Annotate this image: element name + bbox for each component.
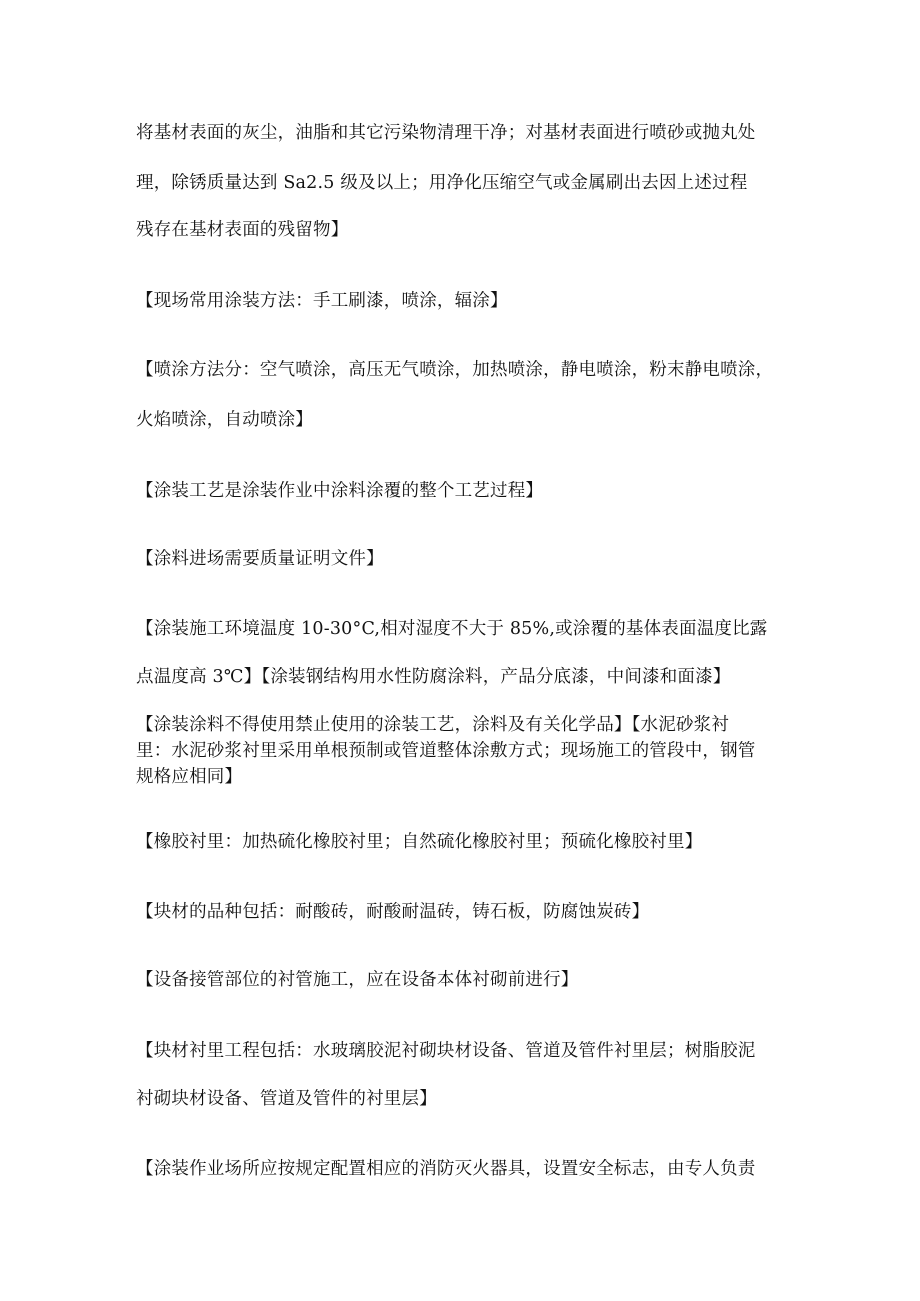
text-line-15: 【块材的品种包括：耐酸砖，耐酸耐温砖，铸石板，防腐蚀炭砖】 bbox=[136, 902, 650, 922]
text-line-19: 【涂装作业场所应按规定配置相应的消防灭火器具，设置安全标志，由专人负责 bbox=[136, 1159, 756, 1179]
text-line-12: 里：水泥砂浆衬里采用单根预制或管道整体涂敷方式；现场施工的管段中，钢管 bbox=[136, 741, 756, 761]
text-line-10: 点温度高 3℃】【涂装钢结构用水性防腐涂料，产品分底漆，中间漆和面漆】 bbox=[136, 667, 731, 687]
text-line-3: 残存在基材表面的残留物】 bbox=[136, 220, 349, 240]
text-line-18: 衬砌块材设备、管道及管件的衬里层】 bbox=[136, 1089, 437, 1109]
text-line-11: 【涂装涂料不得使用禁止使用的涂装工艺，涂料及有关化学品】【水泥砂浆衬 bbox=[136, 715, 730, 735]
text-line-16: 【设备接管部位的衬管施工，应在设备本体衬砌前进行】 bbox=[136, 970, 579, 990]
text-line-7: 【涂装工艺是涂装作业中涂料涂覆的整个工艺过程】 bbox=[136, 481, 544, 501]
text-line-9: 【涂装施工环境温度 10-30°C,相对湿度不大于 85%,或涂覆的基体表面温度比露 bbox=[136, 619, 768, 639]
text-line-14: 【橡胶衬里：加热硫化橡胶衬里；自然硫化橡胶衬里；预硫化橡胶衬里】 bbox=[136, 832, 703, 852]
text-line-8: 【涂料进场需要质量证明文件】 bbox=[136, 549, 384, 569]
text-line-4: 【现场常用涂装方法：手工刷漆，喷涂，辐涂】 bbox=[136, 291, 508, 311]
text-line-2: 理，除锈质量达到 Sa2.5 级及以上；用净化压缩空气或金属刷出去因上述过程 bbox=[136, 173, 748, 193]
text-line-5: 【喷涂方法分：空气喷涂，高压无气喷涂，加热喷涂，静电喷涂，粉末静电喷涂， bbox=[136, 360, 774, 380]
text-line-6: 火焰喷涂，自动喷涂】 bbox=[136, 410, 313, 430]
text-line-1: 将基材表面的灰尘，油脂和其它污染物清理干净；对基材表面进行喷砂或抛丸处 bbox=[136, 123, 756, 143]
text-line-17: 【块材衬里工程包括：水玻璃胶泥衬砌块材设备、管道及管件衬里层；树脂胶泥 bbox=[136, 1041, 756, 1061]
text-line-13: 规格应相同】 bbox=[136, 767, 243, 787]
